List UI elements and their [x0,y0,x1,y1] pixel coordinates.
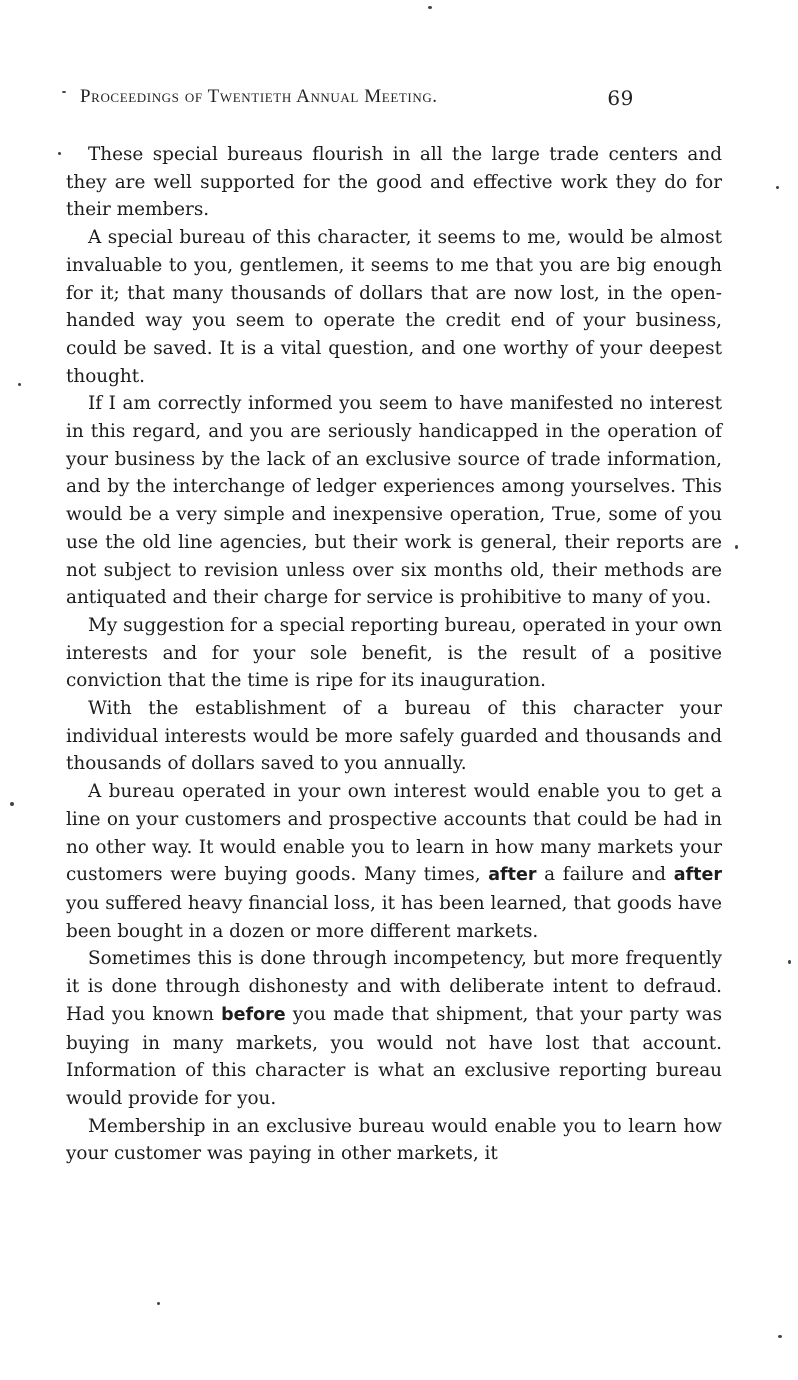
text-run: A bureau operated in your own interest would enable you to get a line on your customers and prospective accounts that could be had in no other way. It would enable you to learn in how many markets your customers were buying goods. Many times, [66,781,722,886]
page-number: 69 [607,86,634,110]
paragraph: My suggestion for a special reporting bureau, operated in your own interests and for your sole benefit, is the result of a positive conviction that the time is ripe for its inauguration. [66,614,722,692]
bold-text: after [488,865,537,886]
scan-speck [735,545,738,549]
paragraph: A special bureau of this character, it seems to me, would be almost invaluable to you, gentlemen, it seems to me that you are big enough for it; that many thousands of dollars that are now lost, in the open-handed way you seem to operate the credit end of your business, could be saved. It is a vital question, and one worthy of your deepest thought. [66,227,722,387]
text-run: Sometimes this is done through incompetency, but more frequently it is done through dishonesty and with deliberate intent to defraud. Had you known [66,948,722,1025]
scan-speck [62,91,66,93]
scan-speck [778,1335,782,1338]
paragraph: If I am correctly informed you seem to have manifested no interest in this regard, and you are seriously handicapped in the operation of your business by the lack of an exclusive source of trade information, and by the interchange of ledger experiences among yourselves. This would be a very simple and inexpensive operation, True, some of you use the old line agencies, but their work is general, their reports are not subject to revision unless over six months old, their methods are antiquated and their charge for service is prohibitive to many of you. [66,393,722,609]
paragraph [66,778,722,945]
paragraph: Membership in an exclusive bureau would enable you to learn how your customer was paying in other markets, it [66,1115,722,1165]
scan-speck [776,186,779,189]
bold-text: before [221,1004,286,1025]
bold-text: after [673,865,723,886]
scan-speck [428,6,432,9]
scan-speck [788,960,791,964]
paragraph [66,945,722,1112]
paragraph: With the establishment of a bureau of this character your individual interests would be more safely guarded and thousands and thousands of dollars saved to you annually. [66,698,722,775]
running-title: Proceedings of Twentieth Annual Meeting. [80,86,438,107]
running-head [80,86,634,108]
scan-speck [10,802,14,806]
body-text [66,141,722,1168]
text-run: you suffered heavy financial loss, it has been learned, that goods have been bought in a dozen or more different markets. [66,892,722,942]
scan-speck [58,152,61,155]
scan-speck [157,1302,160,1305]
text-run: a failure and [536,864,674,886]
paragraph: These special bureaus flourish in all the large trade centers and they are well supported for the good and effective work they do for their members. [66,144,722,221]
text-run: you made that shipment, that your party was buying in many markets, you would not have lost that account. Information of this character is what an exclusive reporting bureau would provide for you. [66,1003,723,1109]
scan-speck [18,383,21,386]
